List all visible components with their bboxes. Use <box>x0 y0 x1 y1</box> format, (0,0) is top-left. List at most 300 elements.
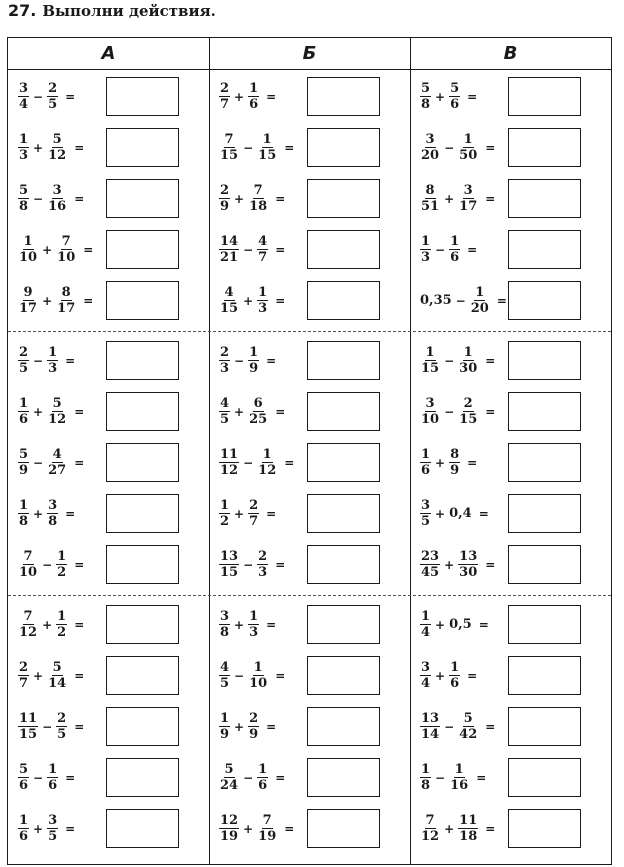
expression <box>419 650 477 701</box>
exercise-cell <box>8 71 209 122</box>
exercise-cell <box>8 224 209 275</box>
fraction <box>18 813 29 844</box>
operator: + <box>435 506 446 521</box>
operator: + <box>234 506 245 521</box>
answer-box[interactable] <box>307 179 380 218</box>
operator: + <box>435 668 446 683</box>
equals-sign: = <box>275 770 286 785</box>
expression <box>17 71 75 122</box>
numerator: 2 <box>48 81 58 96</box>
fraction <box>18 549 38 580</box>
exercise-cell <box>410 803 611 854</box>
decimal-number: 0,5 <box>449 617 472 632</box>
fraction <box>47 498 58 529</box>
numerator: 3 <box>421 660 431 675</box>
numerator: 1 <box>258 285 268 300</box>
expression <box>419 275 507 326</box>
numerator: 3 <box>19 81 29 96</box>
operator: − <box>234 353 245 368</box>
denominator: 9 <box>249 361 259 376</box>
numerator: 1 <box>253 660 263 675</box>
denominator: 9 <box>450 463 460 478</box>
expression <box>218 701 276 752</box>
numerator: 1 <box>463 132 473 147</box>
denominator: 15 <box>421 361 440 376</box>
numerator: 2 <box>463 396 473 411</box>
fraction <box>257 762 268 793</box>
numerator: 1 <box>220 498 230 513</box>
denominator: 17 <box>57 301 76 316</box>
denominator: 6 <box>19 829 29 844</box>
answer-box[interactable] <box>508 494 581 533</box>
denominator: 10 <box>249 676 268 691</box>
operator: − <box>33 191 44 206</box>
column-header-a: А <box>101 43 116 64</box>
numerator: 1 <box>48 762 58 777</box>
expression <box>17 539 84 590</box>
equals-sign: = <box>65 821 76 836</box>
denominator: 6 <box>258 778 268 793</box>
numerator: 2 <box>220 345 230 360</box>
operator: + <box>234 719 245 734</box>
answer-box[interactable] <box>307 128 380 167</box>
numerator: 8 <box>61 285 71 300</box>
section-divider <box>8 595 611 596</box>
answer-box[interactable] <box>307 605 380 644</box>
operator: − <box>243 770 254 785</box>
expression <box>218 539 285 590</box>
denominator: 10 <box>57 250 76 265</box>
equals-sign: = <box>65 770 76 785</box>
operator: + <box>33 821 44 836</box>
fraction <box>219 285 239 316</box>
answer-box[interactable] <box>106 128 179 167</box>
exercise-cell <box>209 437 410 488</box>
fraction <box>18 345 29 376</box>
numerator: 5 <box>19 447 29 462</box>
expression <box>17 803 75 854</box>
denominator: 8 <box>48 514 58 529</box>
operator: + <box>435 455 446 470</box>
numerator: 7 <box>262 813 272 828</box>
answer-box[interactable] <box>307 809 380 848</box>
operator: − <box>33 89 44 104</box>
expression <box>17 488 75 539</box>
numerator: 1 <box>249 81 259 96</box>
expression <box>17 224 93 275</box>
exercise-cell <box>410 335 611 386</box>
exercise-cell <box>8 488 209 539</box>
fraction <box>18 609 38 640</box>
equals-sign: = <box>74 668 85 683</box>
expression <box>17 122 84 173</box>
operator: + <box>234 89 245 104</box>
fraction <box>449 234 460 265</box>
equals-sign: = <box>74 617 85 632</box>
expression <box>419 752 486 803</box>
fraction <box>47 183 67 214</box>
exercise-cell <box>8 386 209 437</box>
answer-box[interactable] <box>307 707 380 746</box>
numerator: 1 <box>421 762 431 777</box>
expression <box>17 335 75 386</box>
denominator: 10 <box>19 250 38 265</box>
numerator: 2 <box>249 498 259 513</box>
answer-box[interactable] <box>307 230 380 269</box>
expression <box>17 752 75 803</box>
answer-box[interactable] <box>106 341 179 380</box>
expression <box>17 173 84 224</box>
numerator: 3 <box>48 498 58 513</box>
numerator: 1 <box>475 285 485 300</box>
numerator: 4 <box>220 660 230 675</box>
fraction <box>420 396 440 427</box>
answer-box[interactable] <box>307 77 380 116</box>
decimal-number: 0,35 <box>420 293 452 308</box>
denominator: 6 <box>19 412 29 427</box>
fraction <box>47 81 58 112</box>
exercise-cell <box>8 539 209 590</box>
operator: − <box>444 719 455 734</box>
fraction <box>458 813 478 844</box>
answer-box[interactable] <box>106 809 179 848</box>
column-header-b: Б <box>302 43 317 64</box>
equals-sign: = <box>65 89 76 104</box>
expression <box>218 803 294 854</box>
numerator: 1 <box>450 234 460 249</box>
fraction <box>458 549 478 580</box>
answer-box[interactable] <box>508 392 581 431</box>
operator: + <box>243 821 254 836</box>
operator: + <box>234 191 245 206</box>
fraction <box>420 549 440 580</box>
fraction <box>420 660 431 691</box>
fraction <box>219 345 230 376</box>
expression <box>419 122 495 173</box>
numerator: 13 <box>220 549 239 564</box>
expression <box>218 437 294 488</box>
fraction <box>219 396 230 427</box>
exercise-cell <box>209 224 410 275</box>
answer-box[interactable] <box>106 281 179 320</box>
exercise-cell <box>209 488 410 539</box>
expression <box>419 437 477 488</box>
exercise-cell <box>209 701 410 752</box>
denominator: 8 <box>421 778 431 793</box>
equals-sign: = <box>467 89 478 104</box>
denominator: 6 <box>249 97 259 112</box>
answer-box[interactable] <box>508 179 581 218</box>
equals-sign: = <box>478 617 489 632</box>
denominator: 50 <box>459 148 478 163</box>
task-title <box>8 1 216 20</box>
fraction <box>420 81 431 112</box>
expression <box>17 599 84 650</box>
expression <box>419 173 495 224</box>
answer-box[interactable] <box>307 341 380 380</box>
answer-box[interactable] <box>106 656 179 695</box>
operator: + <box>243 293 254 308</box>
denominator: 7 <box>220 97 230 112</box>
equals-sign: = <box>266 719 277 734</box>
expression <box>419 71 477 122</box>
denominator: 20 <box>421 148 440 163</box>
answer-box[interactable] <box>307 545 380 584</box>
fraction <box>18 183 29 214</box>
equals-sign: = <box>485 353 496 368</box>
equals-sign: = <box>266 89 277 104</box>
equals-sign: = <box>467 668 478 683</box>
fraction <box>257 447 277 478</box>
answer-box[interactable] <box>307 758 380 797</box>
fraction <box>458 345 478 376</box>
fraction <box>449 447 460 478</box>
equals-sign: = <box>485 140 496 155</box>
denominator: 8 <box>220 625 230 640</box>
denominator: 27 <box>48 463 67 478</box>
fraction <box>47 396 67 427</box>
exercise-cell <box>8 701 209 752</box>
fraction <box>248 711 259 742</box>
answer-box[interactable] <box>106 605 179 644</box>
exercise-cell <box>209 650 410 701</box>
expression <box>419 224 477 275</box>
exercise-cell <box>8 275 209 326</box>
fraction <box>248 609 259 640</box>
exercise-cell <box>410 275 611 326</box>
denominator: 5 <box>48 97 58 112</box>
denominator: 14 <box>421 727 440 742</box>
fraction <box>420 762 431 793</box>
operator: − <box>435 770 446 785</box>
equals-sign: = <box>83 293 94 308</box>
denominator: 3 <box>258 301 268 316</box>
fraction <box>18 498 29 529</box>
denominator: 42 <box>459 727 478 742</box>
equals-sign: = <box>485 404 496 419</box>
denominator: 15 <box>220 565 239 580</box>
numerator: 1 <box>454 762 464 777</box>
denominator: 3 <box>48 361 58 376</box>
fraction <box>18 711 38 742</box>
expression <box>419 803 495 854</box>
operator: + <box>444 191 455 206</box>
expression <box>17 386 84 437</box>
expression <box>218 224 285 275</box>
answer-box[interactable] <box>508 281 581 320</box>
fraction <box>18 396 29 427</box>
fraction <box>420 447 431 478</box>
operator: − <box>444 404 455 419</box>
operator: − <box>243 557 254 572</box>
answer-box[interactable] <box>508 341 581 380</box>
equals-sign: = <box>74 404 85 419</box>
operator: + <box>444 821 455 836</box>
numerator: 7 <box>61 234 71 249</box>
fraction <box>18 660 29 691</box>
denominator: 17 <box>459 199 478 214</box>
answer-box[interactable] <box>508 656 581 695</box>
exercise-cell <box>8 335 209 386</box>
answer-box[interactable] <box>508 443 581 482</box>
answer-box[interactable] <box>106 758 179 797</box>
answer-box[interactable] <box>508 707 581 746</box>
answer-box[interactable] <box>106 77 179 116</box>
denominator: 20 <box>470 301 489 316</box>
equals-sign: = <box>65 353 76 368</box>
fraction <box>257 813 277 844</box>
denominator: 5 <box>220 676 230 691</box>
numerator: 1 <box>220 711 230 726</box>
fraction <box>18 447 29 478</box>
numerator: 2 <box>220 81 230 96</box>
answer-box[interactable] <box>106 494 179 533</box>
denominator: 9 <box>249 727 259 742</box>
operator: + <box>42 293 53 308</box>
fraction <box>458 132 478 163</box>
fraction <box>47 132 67 163</box>
table-header <box>8 38 611 70</box>
answer-box[interactable] <box>508 545 581 584</box>
exercise-cell <box>8 650 209 701</box>
operator: − <box>444 353 455 368</box>
numerator: 11 <box>459 813 478 828</box>
answer-box[interactable] <box>307 281 380 320</box>
answer-box[interactable] <box>307 656 380 695</box>
expression <box>419 599 489 650</box>
fraction <box>18 285 38 316</box>
numerator: 1 <box>57 549 67 564</box>
answer-box[interactable] <box>106 179 179 218</box>
answer-box[interactable] <box>307 494 380 533</box>
answer-box[interactable] <box>508 230 581 269</box>
numerator: 5 <box>421 81 431 96</box>
denominator: 2 <box>220 514 230 529</box>
expression <box>17 275 93 326</box>
fraction <box>219 813 239 844</box>
answer-box[interactable] <box>307 392 380 431</box>
fraction <box>257 285 268 316</box>
equals-sign: = <box>74 719 85 734</box>
answer-box[interactable] <box>106 707 179 746</box>
equals-sign: = <box>284 140 295 155</box>
equals-sign: = <box>74 455 85 470</box>
exercise-cell <box>209 599 410 650</box>
fraction <box>248 396 268 427</box>
task-instruction: Выполни действия. <box>42 2 216 20</box>
fraction <box>18 132 29 163</box>
denominator: 12 <box>220 463 239 478</box>
exercise-cell <box>209 752 410 803</box>
operator: − <box>33 770 44 785</box>
fraction <box>420 183 440 214</box>
numerator: 5 <box>450 81 460 96</box>
answer-box[interactable] <box>508 77 581 116</box>
operator: + <box>435 89 446 104</box>
denominator: 9 <box>19 463 29 478</box>
section-divider <box>8 331 611 332</box>
expression <box>419 335 495 386</box>
numerator: 1 <box>249 345 259 360</box>
fraction <box>219 498 230 529</box>
fraction <box>219 609 230 640</box>
operator: − <box>243 455 254 470</box>
exercise-cell <box>8 122 209 173</box>
answer-box[interactable] <box>106 230 179 269</box>
answer-box[interactable] <box>508 128 581 167</box>
answer-box[interactable] <box>106 443 179 482</box>
expression <box>218 386 285 437</box>
exercise-cell <box>209 173 410 224</box>
fraction <box>219 711 230 742</box>
exercise-cell <box>410 650 611 701</box>
answer-box[interactable] <box>508 758 581 797</box>
answer-box[interactable] <box>106 545 179 584</box>
numerator: 2 <box>19 660 29 675</box>
numerator: 1 <box>421 609 431 624</box>
denominator: 21 <box>220 250 239 265</box>
numerator: 8 <box>425 183 435 198</box>
fraction <box>458 396 478 427</box>
exercise-cell <box>410 539 611 590</box>
denominator: 5 <box>48 829 58 844</box>
denominator: 5 <box>19 361 29 376</box>
numerator: 7 <box>425 813 435 828</box>
exercise-cell <box>209 71 410 122</box>
operator: − <box>42 719 53 734</box>
answer-box[interactable] <box>508 605 581 644</box>
fraction <box>458 183 478 214</box>
denominator: 24 <box>220 778 239 793</box>
numerator: 4 <box>220 396 230 411</box>
denominator: 10 <box>19 565 38 580</box>
exercise-cell <box>209 803 410 854</box>
answer-box[interactable] <box>307 443 380 482</box>
numerator: 5 <box>224 762 234 777</box>
equals-sign: = <box>284 821 295 836</box>
operator: + <box>444 557 455 572</box>
fraction <box>257 234 268 265</box>
denominator: 17 <box>19 301 38 316</box>
denominator: 15 <box>258 148 277 163</box>
denominator: 10 <box>421 412 440 427</box>
numerator: 1 <box>262 447 272 462</box>
denominator: 8 <box>421 97 431 112</box>
numerator: 1 <box>19 813 29 828</box>
numerator: 3 <box>48 813 58 828</box>
numerator: 3 <box>425 132 435 147</box>
fraction <box>420 234 431 265</box>
equals-sign: = <box>275 242 286 257</box>
equals-sign: = <box>467 455 478 470</box>
answer-box[interactable] <box>106 392 179 431</box>
operator: − <box>33 455 44 470</box>
denominator: 18 <box>249 199 268 214</box>
denominator: 25 <box>249 412 268 427</box>
operator: − <box>234 668 245 683</box>
denominator: 30 <box>459 565 478 580</box>
column-header-v: В <box>503 43 518 64</box>
fraction <box>219 447 239 478</box>
denominator: 6 <box>450 97 460 112</box>
answer-box[interactable] <box>508 809 581 848</box>
equals-sign: = <box>74 557 85 572</box>
fraction <box>47 813 58 844</box>
denominator: 3 <box>249 625 259 640</box>
exercise-cell <box>209 335 410 386</box>
fraction <box>458 711 478 742</box>
fraction <box>56 549 67 580</box>
